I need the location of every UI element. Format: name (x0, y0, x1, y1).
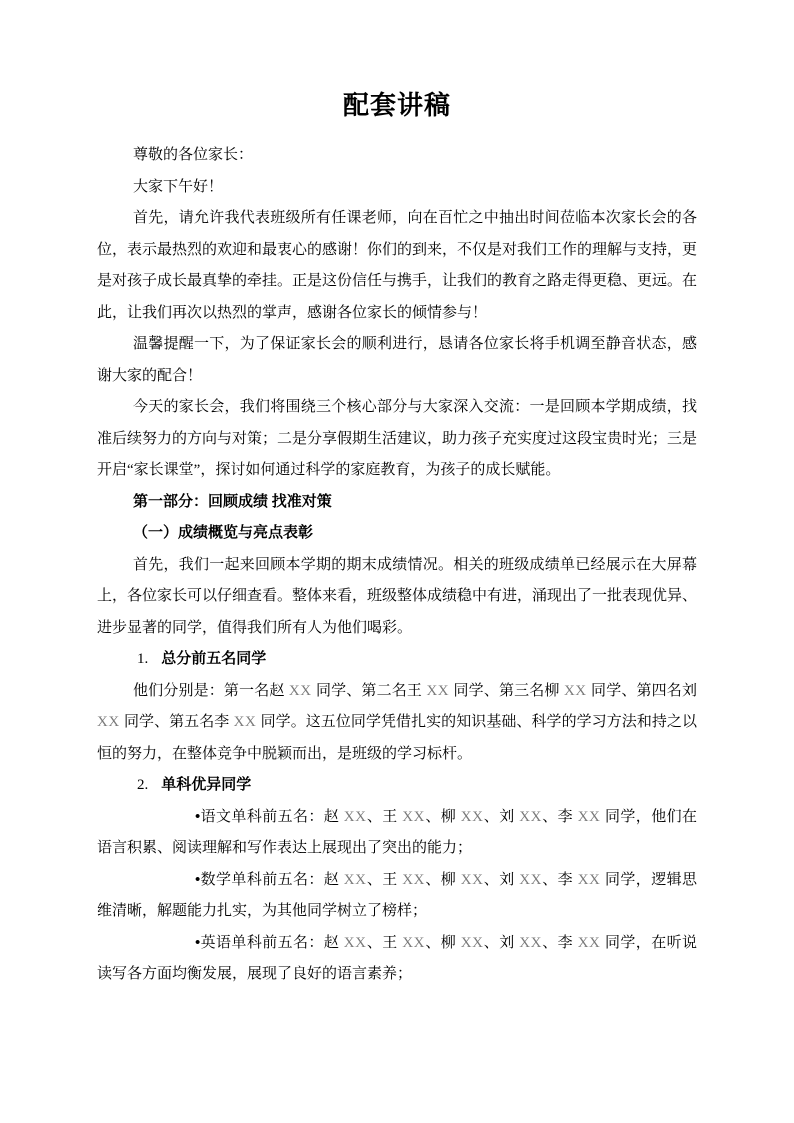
document-title: 配套讲稿 (342, 91, 451, 120)
text-run: 同学、第五名李 (123, 714, 230, 730)
text-run: 、李 (541, 934, 574, 951)
student-name-placeholder: XX (456, 808, 484, 825)
student-name-placeholder: XX (339, 934, 367, 951)
list-item-2-number: 2. (137, 777, 149, 793)
salutation-paragraph: 尊敬的各位家长： (133, 147, 254, 163)
text-run: 、刘 (483, 934, 515, 951)
section1-intro-paragraph: 首先，我们一起来回顾本学期的期末成绩情况。相关的班级成绩单已经展示在大屏幕上，各位家长可以仔细查看。整体来看，班级整体成绩稳中有进，涌现出了一批表现优异、进步显著的同学，值得我们所有人为他们喝彩。 (97, 556, 698, 636)
text-run: 、王 (366, 871, 398, 888)
text-run: 、李 (541, 808, 574, 825)
student-name-placeholder: XX (229, 714, 261, 730)
text-run: 、王 (366, 808, 398, 825)
text-run: • (195, 934, 201, 951)
text-run: 同学、第三名柳 (453, 682, 560, 699)
list-item-2-heading (97, 770, 697, 802)
section1-heading: （一）成绩概览与亮点表彰 (133, 525, 314, 541)
text-run: • (195, 808, 201, 825)
text-run: 、刘 (483, 871, 515, 888)
silence-reminder-paragraph: 温馨提醒一下，为了保证家长会的顺利进行，恳请各位家长将手机调至静音状态，感谢大家的配合！ (97, 336, 697, 384)
text-run: 同学，他们在语言积累、阅读理解和写作表达上展现出了突出的能力； (97, 808, 697, 856)
text-run: 数学单科前五名：赵 (200, 871, 340, 888)
text-run: 、柳 (424, 871, 457, 888)
text-run: • (195, 871, 201, 888)
bullet-chinese-top5 (97, 802, 697, 865)
student-name-placeholder: XX (339, 871, 367, 888)
student-name-placeholder: XX (573, 871, 606, 888)
bullet-english-top5 (97, 928, 697, 991)
student-name-placeholder: XX (456, 934, 484, 951)
student-name-placeholder: XX (397, 808, 425, 825)
text-run: 、柳 (424, 808, 457, 825)
list-item-1-number: 1. (137, 651, 149, 667)
student-name-placeholder: XX (97, 714, 124, 730)
student-name-placeholder: XX (573, 934, 606, 951)
list-item-1-label: 总分前五名同学 (161, 651, 267, 667)
student-name-placeholder: XX (284, 682, 316, 699)
part1-heading: 第一部分：回顾成绩 找准对策 (133, 493, 332, 510)
text-run: 英语单科前五名：赵 (200, 934, 340, 951)
student-name-placeholder: XX (339, 808, 367, 825)
student-name-placeholder: XX (514, 871, 542, 888)
text-run: 语文单科前五名：赵 (200, 808, 340, 825)
list-item-2-label: 单科优异同学 (161, 777, 252, 793)
text-run: 、柳 (424, 934, 457, 951)
student-name-placeholder: XX (422, 682, 454, 699)
student-name-placeholder: XX (514, 808, 542, 825)
text-run: 、刘 (483, 808, 515, 825)
student-name-placeholder: XX (397, 871, 425, 888)
top5-students-paragraph (97, 676, 697, 771)
text-run: 同学，在听说读写各方面均衡发展，展现了良好的语言素养； (97, 934, 697, 982)
text-run: 、王 (366, 934, 398, 951)
student-name-placeholder: XX (573, 808, 606, 825)
text-run: 同学，逻辑思维清晰，解题能力扎实，为其他同学树立了榜样； (97, 871, 697, 919)
text-run: 同学、第二名王 (315, 682, 423, 699)
opening-paragraph: 首先，请允许我代表班级所有任课老师，向在百忙之中抽出时间莅临本次家长会的各位，表示最热烈的欢迎和最衷心的感谢！你们的到来，不仅是对我们工作的理解与支持，更是对孩子成长最真挚的牵挂。正是这份信任与携手，让我们的教育之路走得更稳、更远。在此，让我们再次以热烈的掌声，感谢各位家长的倾情参与！ (97, 210, 698, 321)
text-run: 、李 (541, 871, 574, 888)
bullet-math-top5 (97, 865, 697, 928)
student-name-placeholder: XX (559, 682, 592, 699)
student-name-placeholder: XX (397, 934, 425, 951)
text-run: 同学、第四名刘 (591, 682, 697, 699)
list-item-1-heading (97, 644, 697, 676)
text-run: 同学。这五位同学凭借扎实的知识基础、科学的学习方法和持之以恒的努力，在整体竞争中脱颖而出，是班级的学习标杆。 (97, 714, 697, 762)
agenda-paragraph: 今天的家长会，我们将围绕三个核心部分与大家深入交流：一是回顾本学期成绩，找准后续努力的方向与对策；二是分享假期生活建议，助力孩子充实度过这段宝贵时光；三是开启“家长课堂”，探讨如何通过科学的家庭教育，为孩子的成长赋能。 (97, 399, 698, 478)
student-name-placeholder: XX (514, 934, 542, 951)
text-run: 他们分别是：第一名赵 (133, 682, 285, 699)
student-name-placeholder: XX (456, 871, 484, 888)
greeting-paragraph: 大家下午好！ (133, 178, 224, 195)
